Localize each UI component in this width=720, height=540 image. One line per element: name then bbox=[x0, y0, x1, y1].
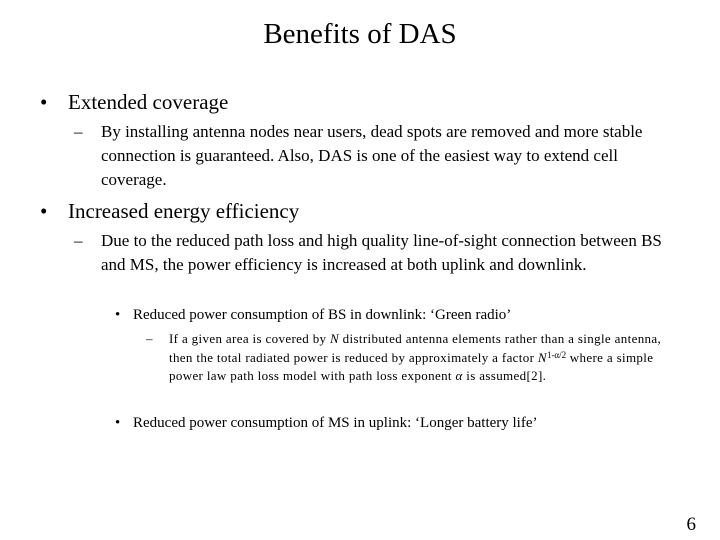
bullet-icon: • bbox=[115, 307, 121, 323]
exponent: 1-α/2 bbox=[546, 349, 567, 360]
bullet-icon: • bbox=[40, 199, 48, 223]
page-number: 6 bbox=[686, 514, 696, 535]
bullet-energy-efficiency bbox=[40, 198, 299, 224]
dash-icon: – bbox=[146, 331, 153, 346]
sub-point-efficiency bbox=[74, 229, 674, 277]
bullet-extended-coverage bbox=[40, 89, 228, 115]
variable-n: N bbox=[330, 331, 340, 346]
bullet-icon: • bbox=[115, 415, 121, 431]
point-text: Reduced power consumption of MS in uplink: ‘Longer battery life’ bbox=[133, 415, 538, 431]
sub-point-text: Due to the reduced path loss and high quality line-of-sight connection between BS and MS, the power efficiency is increased at both uplink and downlink. bbox=[101, 231, 662, 274]
sub-point-coverage bbox=[74, 120, 674, 192]
point-green-radio bbox=[115, 305, 685, 325]
bullet-heading: Extended coverage bbox=[68, 90, 229, 114]
variable-alpha: α bbox=[455, 368, 463, 383]
detail-text: If a given area is covered by N distributed antenna elements rather than a single antenna, then the total radiated power is reduced by approximately a factor $N^{1-\alpha/2}$ where a simple power law path loss model with path loss exponent α is assumed[2]. bbox=[169, 331, 662, 383]
slide-title: Benefits of DAS bbox=[263, 18, 457, 50]
point-text: Reduced power consumption of BS in downlink: ‘Green radio’ bbox=[133, 307, 512, 323]
dash-icon: – bbox=[74, 231, 83, 250]
point-battery-life bbox=[115, 413, 685, 433]
dash-icon: – bbox=[74, 122, 83, 141]
bullet-icon: • bbox=[40, 90, 48, 114]
detail-radiated-power bbox=[146, 330, 686, 386]
bullet-heading: Increased energy efficiency bbox=[68, 199, 300, 223]
variable-n: N bbox=[537, 349, 547, 365]
sub-point-text: By installing antenna nodes near users, dead spots are removed and more stable connection is guaranteed. Also, DAS is one of the easiest way to extend cell coverage. bbox=[101, 122, 643, 189]
